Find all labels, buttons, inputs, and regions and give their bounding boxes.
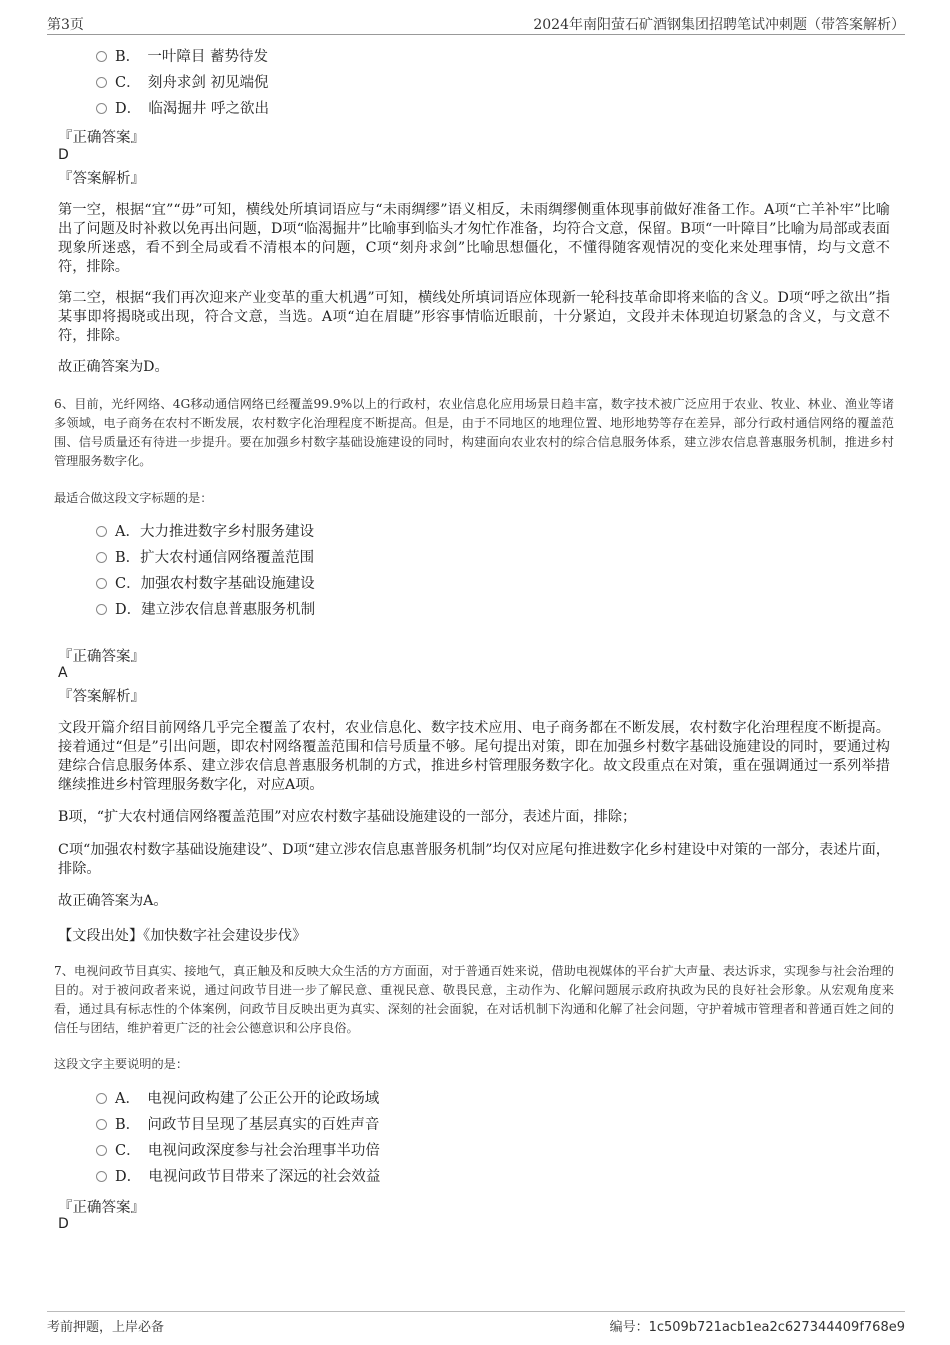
q5-option-d[interactable]: D． 临渴掘井 呼之欲出 — [96, 99, 269, 119]
q6-option-b[interactable]: B．扩大农村通信网络覆盖范围 — [96, 548, 314, 568]
radio-icon[interactable] — [96, 103, 107, 114]
radio-icon[interactable] — [96, 51, 107, 62]
q6-prompt: 最适合做这段文字标题的是： — [54, 491, 213, 505]
radio-icon[interactable] — [96, 604, 107, 615]
q6-answer-label: 『正确答案』 — [58, 649, 145, 665]
q5-analysis-label: 『答案解析』 — [58, 171, 145, 187]
q5-analysis-p3: 故正确答案为D。 — [58, 359, 169, 375]
q5-answer-label: 『正确答案』 — [58, 130, 145, 146]
page-number: 第3页 — [47, 17, 84, 33]
radio-icon[interactable] — [96, 77, 107, 88]
q7-option-b[interactable]: B． 问政节目呈现了基层真实的百姓声音 — [96, 1115, 379, 1135]
q6-analysis-p2: B项，“扩大农村通信网络覆盖范围”对应农村数字基础设施建设的一部分，表述片面，排除； — [58, 809, 637, 825]
radio-icon[interactable] — [96, 1119, 107, 1130]
q6-analysis-p1: 文段开篇介绍目前网络几乎完全覆盖了农村，农业信息化、数字技术应用、电子商务都在不断发展，农村数字化治理程度不断提高。接着通过“但是”引出问题，即农村网络覆盖范围和信号质量不够。尾句提出对策，即在加强乡村数字基础设施建设的同时，要通过构建综合信息服务体系、建立涉农信息普惠服务机制的方式，推进乡村管理服务数字化。故文段重点在对策，重在强调通过一系列举措继续推进乡村管理服务数字化，对应A项。 — [58, 720, 890, 793]
q7-answer-label: 『正确答案』 — [58, 1200, 145, 1216]
q7-option-d[interactable]: D． 电视问政节目带来了深远的社会效益 — [96, 1167, 380, 1187]
q5-option-b[interactable]: B． 一叶障目 蓄势待发 — [96, 47, 268, 67]
q6-option-d[interactable]: D．建立涉农信息普惠服务机制 — [96, 600, 315, 620]
radio-icon[interactable] — [96, 526, 107, 537]
q6-analysis-p3: C项“加强农村数字基础设施建设”、D项“建立涉农信息惠普服务机制”均仅对应尾句推进数字化乡村建设中对策的一部分，表述片面，排除。 — [58, 842, 890, 877]
radio-icon[interactable] — [96, 1093, 107, 1104]
radio-icon[interactable] — [96, 1145, 107, 1156]
q6-analysis-label: 『答案解析』 — [58, 689, 145, 705]
q5-answer: D — [58, 147, 69, 163]
q7-option-a[interactable]: A． 电视问政构建了公正公开的论政场域 — [96, 1089, 379, 1109]
q7-option-c[interactable]: C． 电视问政深度参与社会治理事半功倍 — [96, 1141, 380, 1161]
q6-option-c[interactable]: C．加强农村数字基础设施建设 — [96, 574, 315, 594]
q6-source: 【文段出处】《加快数字社会建设步伐》 — [58, 928, 307, 944]
q6-answer: A — [58, 665, 68, 681]
page-header — [47, 14, 905, 35]
q5-analysis-p1: 第一空，根据“宜”“毋”可知，横线处所填词语应与“未雨绸缪”语义相反，未雨绸缪侧重体现事前做好准备工作。A项“亡羊补牢”比喻出了问题及时补救以免再出问题，D项“临渴掘井”比喻事到临头才匆忙作准备，均符合文意，保留。B项“一叶障目”比喻为局部或表面现象所迷惑，看不到全局或看不清根本的问题，C项“刻舟求剑”比喻思想僵化，不懂得随客观情况的变化来处理事情，均与文意不符，排除。 — [58, 202, 890, 275]
q6-stem: 6、目前，光纤网络、4G移动通信网络已经覆盖99.9%以上的行政村，农业信息化应用场景日趋丰富，数字技术被广泛应用于农业、牧业、林业、渔业等诸多领域，电子商务在农村不断发展，农村数字化治理程度不断提高。但是，由于不同地区的地理位置、地形地势等存在差异，部分行政村通信网络的覆盖范围、信号质量还有待进一步提升。要在加强乡村数字基础设施建设的同时，构建面向农业农村的综合信息服务体系，建立涉农信息普惠服务机制，推进乡村管理服务数字化。 — [54, 397, 894, 468]
q7-answer: D — [58, 1216, 69, 1232]
q6-analysis-p4: 故正确答案为A。 — [58, 893, 168, 909]
q5-option-c[interactable]: C． 刻舟求剑 初见端倪 — [96, 73, 268, 93]
radio-icon[interactable] — [96, 1171, 107, 1182]
q7-prompt: 这段文字主要说明的是： — [54, 1057, 189, 1071]
footer-slogan: 考前押题，上岸必备 — [47, 1320, 165, 1335]
radio-icon[interactable] — [96, 552, 107, 563]
radio-icon[interactable] — [96, 578, 107, 589]
page-footer — [47, 1311, 905, 1335]
q7-stem: 7、电视问政节目真实、接地气，真正触及和反映大众生活的方方面面，对于普通百姓来说，借助电视媒体的平台扩大声量、表达诉求，实现参与社会治理的目的。对于被问政者来说，通过问政节目进一步了解民意、重视民意、敬畏民意，主动作为、化解问题展示政府执政为民的良好社会形象。从宏观角度来看，通过具有标志性的个体案例，问政节目反映出更为真实、深刻的社会面貌，在对话机制下沟通和化解了社会问题，守护着城市管理者和普通百姓之间的信任与团结，维护着更广泛的社会公德意识和公序良俗。 — [54, 964, 894, 1035]
document-id: 编号：1c509b721acb1ea2c627344409f768e9 — [609, 1320, 905, 1335]
q6-option-a[interactable]: A．大力推进数字乡村服务建设 — [96, 522, 314, 542]
q5-analysis-p2: 第二空，根据“我们再次迎来产业变革的重大机遇”可知，横线处所填词语应体现新一轮科技革命即将来临的含义。D项“呼之欲出”指某事即将揭晓或出现，符合文意，当选。A项“迫在眉睫”形容事情临近眼前，十分紧迫，文段并未体现迫切紧急的含义，与文意不符，排除。 — [58, 290, 890, 344]
document-title: 2024年南阳萤石矿酒钢集团招聘笔试冲刺题（带答案解析） — [533, 17, 905, 33]
